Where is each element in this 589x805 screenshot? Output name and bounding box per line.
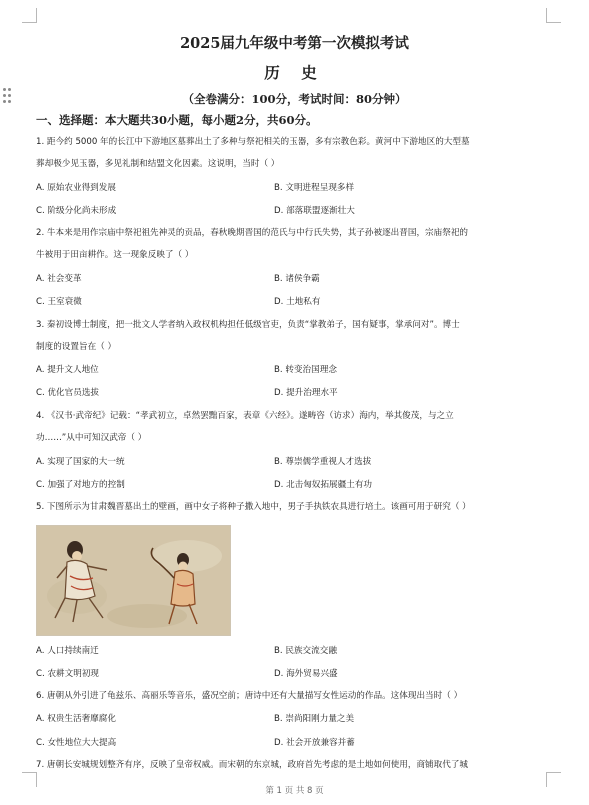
option-3a[interactable]: A. 提升文人地位 [36, 365, 99, 375]
option-1a[interactable]: A. 原始农业得到发展 [36, 183, 116, 193]
question-line: 功……”从中可知汉武帝（ ） [36, 433, 147, 443]
option-2c[interactable]: C. 王室衰微 [36, 297, 82, 307]
option-6d[interactable]: D. 社会开放兼容并蓄 [274, 738, 355, 748]
question-line: 牛被用于田亩耕作。这一现象反映了（ ） [36, 250, 194, 260]
option-5d[interactable]: D. 海外贸易兴盛 [274, 669, 338, 679]
option-5a[interactable]: A. 人口持续南迁 [36, 646, 99, 656]
question-4 [36, 405, 548, 449]
option-2b[interactable]: B. 诸侯争霸 [274, 274, 320, 284]
question-5 [36, 496, 548, 518]
crop-mark-icon [22, 8, 37, 23]
question-line: 7. 唐朝长安城规划整齐有序，反映了皇帝权威。而宋朝的东京城，政府首先考虑的是土地如何使用，商铺取代了城 [36, 760, 469, 770]
question-6 [36, 685, 548, 707]
exam-info: （全卷满分：100分，考试时间：80分钟） [182, 92, 407, 106]
question-7 [36, 754, 548, 776]
option-4d[interactable]: D. 北击匈奴拓展疆土有功 [274, 480, 373, 490]
section-heading: 一、选择题：本大题共30小题，每小题2分，共60分。 [36, 113, 318, 127]
option-1d[interactable]: D. 部落联盟逐渐壮大 [274, 206, 355, 216]
option-4b[interactable]: B. 尊崇儒学重视人才选拔 [274, 457, 372, 467]
question-line: 4. 《汉书·武帝纪》记载：“孝武初立，卓然罢黜百家，表章《六经》。遂畴咨（访求）海内，举其俊茂，与之立 [36, 411, 454, 421]
exam-subject: 历 史 [264, 63, 325, 82]
crop-mark-icon [546, 8, 561, 23]
option-4a[interactable]: A. 实现了国家的大一统 [36, 457, 125, 467]
option-2a[interactable]: A. 社会变革 [36, 274, 82, 284]
question-line: 6. 唐朝从外引进了龟兹乐、高丽乐等音乐，盛况空前；唐诗中还有大量描写女性运动的作品。这体现出当时（ ） [36, 691, 463, 701]
question-3 [36, 314, 548, 358]
mural-illustration [36, 525, 231, 636]
question-line: 葬却极少见玉器，多见礼制和结盟文化因素。这说明，当时（ ） [36, 159, 280, 169]
option-4c[interactable]: C. 加强了对地方的控制 [36, 480, 125, 490]
question-2 [36, 222, 548, 266]
question-line: 2. 牛本来是用作宗庙中祭祀祖先神灵的贡品，春秋晚期晋国的范氏与中行氏失势，其子孙被逐出晋国，宗庙祭祀的 [36, 228, 469, 238]
question-1 [36, 131, 548, 175]
option-6b[interactable]: B. 崇尚阳刚力量之美 [274, 714, 355, 724]
option-3c[interactable]: C. 优化官员选拔 [36, 388, 100, 398]
option-1b[interactable]: B. 文明进程呈现多样 [274, 183, 355, 193]
option-6c[interactable]: C. 女性地位大大提高 [36, 738, 117, 748]
option-1c[interactable]: C. 阶级分化尚未形成 [36, 206, 117, 216]
question-line: 5. 下图所示为甘肃魏晋墓出土的壁画，画中女子将种子撒入地中，男子手执铁农具进行培土。该画可用于研究（ ） [36, 502, 471, 512]
option-3d[interactable]: D. 提升治理水平 [274, 388, 338, 398]
option-2d[interactable]: D. 土地私有 [274, 297, 321, 307]
option-6a[interactable]: A. 权贵生活奢靡腐化 [36, 714, 116, 724]
exam-title: 2025届九年级中考第一次模拟考试 [180, 35, 409, 52]
option-5c[interactable]: C. 农耕文明初现 [36, 669, 100, 679]
question-line: 1. 距今约 5000 年的长江中下游地区墓葬出土了多种与祭祀相关的玉器，多有宗教色彩。黄河中下游地区的大型墓 [36, 137, 470, 147]
option-3b[interactable]: B. 转变治国理念 [274, 365, 337, 375]
question-line: 3. 秦初设博士制度，把一批文人学者纳入政权机构担任低级官吏，负责“掌教弟子，国有疑事，掌承问对”。博士 [36, 320, 460, 330]
option-5b[interactable]: B. 民族交流交融 [274, 646, 337, 656]
question-line: 制度的设置旨在（ ） [36, 342, 117, 352]
page-footer: 第 1 页 共 8 页 [265, 786, 324, 796]
